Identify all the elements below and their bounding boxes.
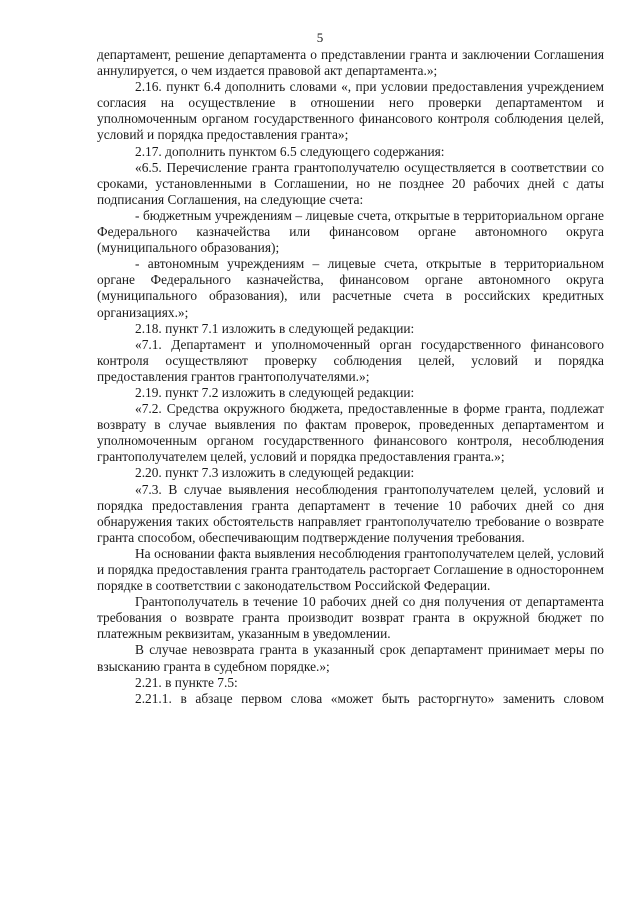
page-number: 5: [316, 30, 324, 45]
paragraph-recovery: В случае невозврата гранта в указанный срок департамент принимает меры по взысканию гранта в судебном порядке.»;: [97, 642, 604, 674]
paragraph-7-2: «7.2. Средства окружного бюджета, предоставленные в форме гранта, подлежат возврату в случае выявления по фактам проверок, проведенных департаментом и уполномоченным органом государственного финансового контроля, несоблюдения грантополучателем целей, условий и порядка предоставления гранта.»;: [97, 401, 604, 465]
paragraph-2-16: 2.16. пункт 6.4 дополнить словами «, при условии предоставления учреждением согласия на осуществление в отношении него проверки департаментом и уполномоченным органом государственного финансового контроля соблюдения целей, условий и порядка предоставления гранта»;: [97, 79, 604, 143]
paragraph-2-21-1: 2.21.1. в абзаце первом слова «может быть расторгнуто» заменить словом: [135, 690, 604, 706]
paragraph-2-17: 2.17. дополнить пунктом 6.5 следующего содержания:: [135, 143, 445, 159]
paragraph-2-20: 2.20. пункт 7.3 изложить в следующей редакции:: [135, 465, 415, 481]
paragraph-6-5: «6.5. Перечисление гранта грантополучателю осуществляется в соответствии со сроками, установленными в Соглашении, но не позднее 20 рабочих дней с даты подписания Соглашения, на следующие счета:: [97, 159, 604, 207]
paragraph-termination: На основании факта выявления несоблюдения грантополучателем целей, условий и порядка предоставления гранта грантодатель расторгает Соглашение в одностороннем порядке в соответствии с законодательством Российской Федерации.: [97, 545, 604, 594]
paragraph-budget-institutions: - бюджетным учреждениям – лицевые счета, открытые в территориальном органе Федерального казначейства или финансовом органе автономного округа (муниципального образования);: [97, 207, 604, 256]
paragraph-2-18: 2.18. пункт 7.1 изложить в следующей редакции:: [135, 320, 415, 336]
paragraph-2-21: 2.21. в пункте 7.5:: [135, 674, 238, 690]
paragraph-7-1: «7.1. Департамент и уполномоченный орган государственного финансового контроля осуществляют проверку соблюдения целей, условий и порядка предоставления грантов грантополучателями.»;: [97, 336, 604, 384]
paragraph-continuation: департамент, решение департамента о представлении гранта и заключении Соглашения аннулируется, о чем издается правовой акт департамента.»;: [97, 47, 604, 79]
paragraph-7-3: «7.3. В случае выявления несоблюдения грантополучателем целей, условий и порядка предоставления гранта департамент в течение 10 рабочих дней со дня обнаружения таких обстоятельств направляет грантополучателю требование о возврате гранта способом, обеспечивающим подтверждение получения требования.: [97, 481, 604, 545]
document-body: [97, 47, 604, 707]
paragraph-autonomous-institutions: - автономным учреждениям – лицевые счета, открытые в территориальном органе Федерального казначейства, финансовом органе автономного округа (муниципального образования), или расчетные счета в российских кредитных организациях.»;: [97, 256, 604, 320]
paragraph-2-19: 2.19. пункт 7.2 изложить в следующей редакции:: [135, 384, 415, 400]
paragraph-refund: Грантополучатель в течение 10 рабочих дней со дня получения от департамента требования о возврате гранта производит возврат гранта в окружной бюджет по платежным реквизитам, указанным в уведомлении.: [97, 594, 604, 642]
